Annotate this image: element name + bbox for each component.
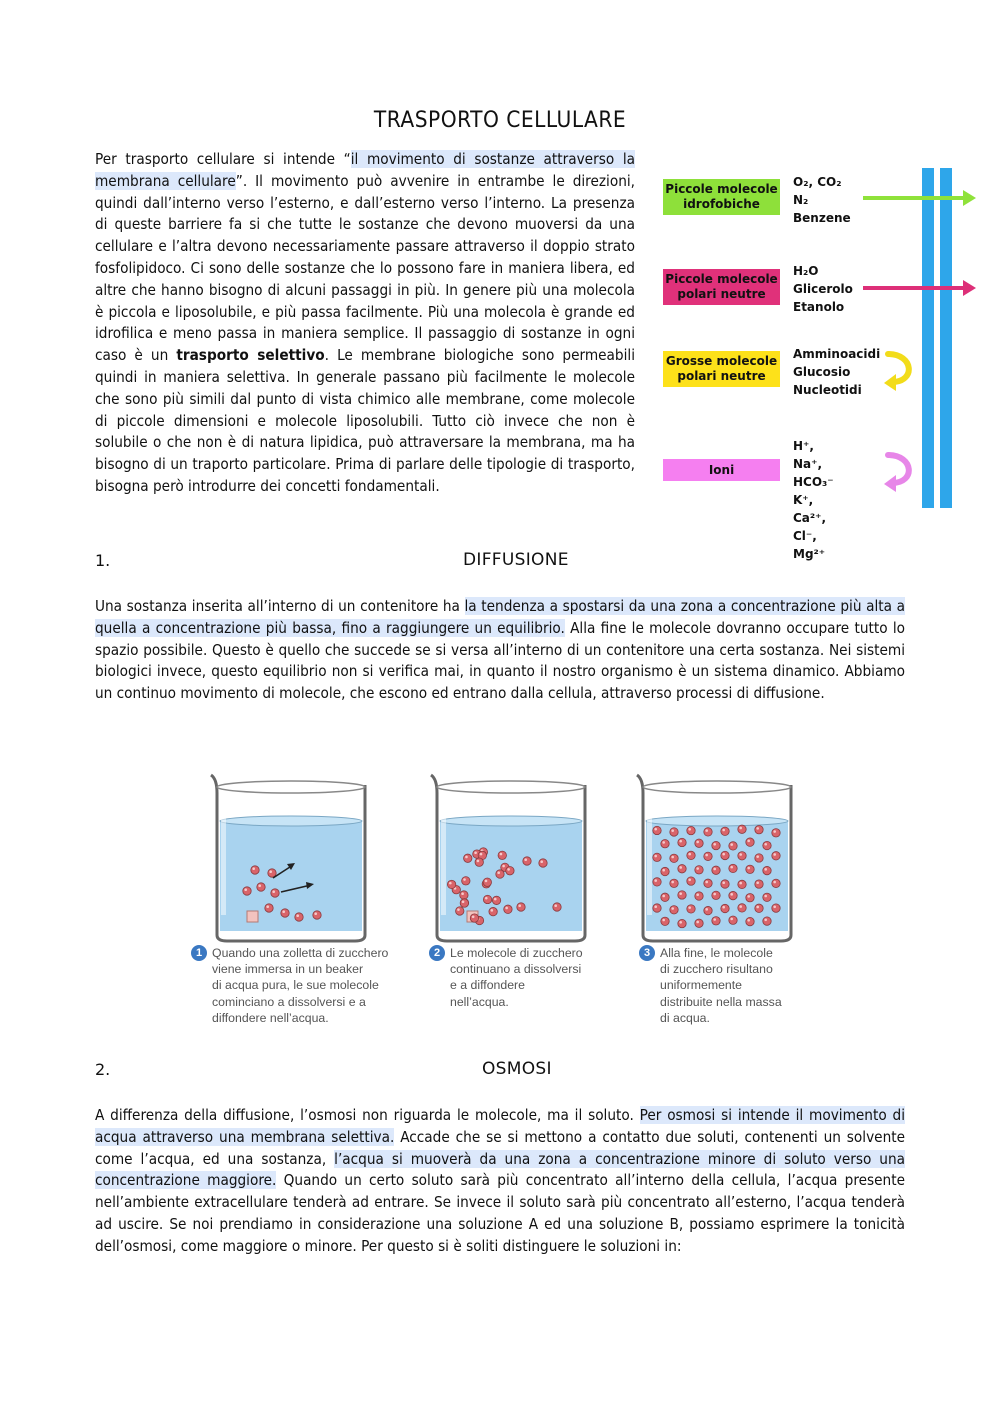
molecule-shine <box>679 892 682 895</box>
molecule-shine <box>662 869 665 872</box>
curved-arrowhead-3 <box>884 475 896 492</box>
molecule-shine <box>773 830 776 833</box>
molecule-shine <box>688 828 691 831</box>
osmosis-paragraph <box>95 1105 905 1258</box>
caption-2-number: 2 <box>429 945 445 961</box>
glass-reflection-2 <box>441 795 446 915</box>
arrowhead-1 <box>963 280 976 296</box>
sugar-cube-1 <box>247 911 258 922</box>
molecule-shine <box>671 881 674 884</box>
molecule-shine <box>773 881 776 884</box>
beaker-rim-2 <box>437 781 585 793</box>
sugar-molecule <box>772 852 780 860</box>
molecules-hydrophobic: O₂, CO₂ N₂ Benzene <box>793 175 851 225</box>
molecule-shine <box>671 856 674 859</box>
sugar-molecule <box>755 880 763 888</box>
sugar-molecule <box>661 839 669 847</box>
molecule-shine <box>465 856 468 859</box>
section-1-title: DIFFUSIONE <box>463 550 569 570</box>
molecule-shine <box>739 882 742 885</box>
molecule-shine <box>502 865 505 868</box>
molecule-shine <box>654 879 657 882</box>
molecule-shine <box>654 905 657 908</box>
molecule-shine <box>461 892 464 895</box>
molecule-shine <box>739 853 742 856</box>
molecule-shine <box>764 868 767 871</box>
sugar-molecule <box>746 838 754 846</box>
caption-1-text: Quando una zolletta di zucchero viene immersa in un beaker di acqua pura, le sue molecole cominciano a dissolversi e a diffondere nell’acqua. <box>212 946 389 1025</box>
molecule-shine <box>497 871 500 874</box>
molecule-shine <box>747 895 750 898</box>
sugar-molecule <box>670 854 678 862</box>
sugar-molecule <box>271 889 279 897</box>
sugar-molecule <box>483 878 491 886</box>
sugar-molecule <box>670 828 678 836</box>
sugar-molecule <box>712 841 720 849</box>
molecule-shine <box>747 919 750 922</box>
page-title: TRASPORTO CELLULARE <box>373 108 627 133</box>
beaker-3 <box>637 775 791 941</box>
sugar-molecule <box>653 853 661 861</box>
sugar-molecule <box>653 826 661 834</box>
molecule-shine <box>756 855 759 858</box>
molecule-shine <box>472 915 475 918</box>
sugar-molecule <box>729 842 737 850</box>
sugar-molecule <box>496 870 504 878</box>
beaker-2 <box>431 775 585 941</box>
molecule-shine <box>662 841 665 844</box>
sugar-molecule <box>251 866 259 874</box>
molecule-shine <box>688 853 691 856</box>
molecule-shine <box>679 840 682 843</box>
arrows-layer <box>863 190 976 492</box>
beaker-rim-3 <box>643 781 791 793</box>
molecule-shine <box>764 918 767 921</box>
glass-reflection-1 <box>221 795 226 915</box>
molecule-shine <box>705 908 708 911</box>
sugar-molecule <box>763 893 771 901</box>
sugar-molecule <box>553 903 561 911</box>
sugar-molecule <box>746 917 754 925</box>
sugar-molecule <box>721 851 729 859</box>
sugar-molecule <box>772 879 780 887</box>
sugar-molecule <box>489 907 497 915</box>
sugar-molecule <box>755 825 763 833</box>
sugar-molecule <box>695 866 703 874</box>
sugar-molecule <box>704 828 712 836</box>
molecule-shine <box>730 843 733 846</box>
molecule-shine <box>705 881 708 884</box>
osmosis-highlight-1: Per osmosi si intende il movimento di acqua attraverso una membrana selettiva. <box>95 1106 905 1146</box>
molecule-shine <box>296 914 299 917</box>
intro-text-2: ”. Il movimento può avvenire in entrambe le direzioni, quindi dall’interno verso l’esterno, e dall’esterno verso l’interno. La presenza di queste barriere fa si che tutte le sostanze che devono muoversi da una cellulare e l’altra devono necessariamente passare attraverso il doppio strato fosfolipidoco. Ci sono delle sostanze che lo possono fare in maniera libera, ed altre che hanno bisogno di alcuni passaggi in più. In genere più una molecola è piccola e liposolubile, e più passa facilmente. Più una molecola è grande ed idrofilica e meno passa in maniera semplice. Il passaggio di sostanze in ogni caso è un <box>95 171 635 365</box>
molecule-shine <box>314 912 317 915</box>
molecule-shine <box>696 867 699 870</box>
molecule-shine <box>705 854 708 857</box>
sugar-molecule <box>687 877 695 885</box>
sugar-molecule <box>470 914 478 922</box>
sugar-molecule <box>746 865 754 873</box>
molecule-shine <box>713 868 716 871</box>
intro-text-3: . Le membrane biologiche sono permeabili quindi in maniera selettiva. In generale passano più facilmente le molecole che sono più simili dal punto di vista chimico alle membrane, come molecole di piccole dimensioni e molecole liposolubili. Tutto ciò invece che non è solubile o che non è di natura lipidica, può attraversare la membrana, ma ha bisogno di un traporto particolare. Prima di parlare delle tipologie di trasporto, bisogna però introdurre dei concetti fondamentali. <box>95 346 635 495</box>
molecule-shine <box>518 904 521 907</box>
molecule-shine <box>739 827 742 830</box>
sugar-molecule <box>460 899 468 907</box>
sugar-molecule <box>695 839 703 847</box>
molecule-shine <box>679 866 682 869</box>
sugar-molecule <box>687 826 695 834</box>
sugar-molecule <box>281 909 289 917</box>
sugar-molecule <box>738 825 746 833</box>
molecule-shine <box>713 893 716 896</box>
sugar-molecule <box>755 854 763 862</box>
sugar-molecule <box>447 880 455 888</box>
molecule-shine <box>730 866 733 869</box>
osmosis-highlight-2: l’acqua si muoverà da una zona a concentrazione minore di soluto verso una concentrazione maggiore. <box>95 1149 905 1190</box>
beaker-water-3 <box>646 821 788 931</box>
molecule-shine <box>258 884 261 887</box>
sugar-molecule <box>483 895 491 903</box>
sugar-molecule <box>712 917 720 925</box>
sugar-molecule <box>695 919 703 927</box>
water-surface-2 <box>440 816 582 826</box>
molecule-shine <box>449 882 452 885</box>
sugar-molecule <box>712 891 720 899</box>
category-label-hydrophobic: Piccole molecole idrofobiche <box>663 179 780 215</box>
sugar-molecule <box>678 891 686 899</box>
intro-text-1: Per trasporto cellulare si intende “ <box>95 150 351 168</box>
curved-arrowhead-2 <box>884 374 896 391</box>
molecule-shine <box>688 906 691 909</box>
molecule-shine <box>722 853 725 856</box>
sugar-molecule <box>721 827 729 835</box>
sugar-molecule <box>517 903 525 911</box>
sugar-molecule <box>661 917 669 925</box>
sugar-molecule <box>721 880 729 888</box>
molecule-shine <box>679 921 682 924</box>
molecule-shine <box>696 893 699 896</box>
molecule-shine <box>730 918 733 921</box>
molecule-shine <box>654 855 657 858</box>
sugar-molecule <box>257 883 265 891</box>
molecule-shine <box>722 829 725 832</box>
sugar-molecule <box>456 907 464 915</box>
sugar-molecule <box>704 852 712 860</box>
molecule-shine <box>713 918 716 921</box>
molecule-shine <box>739 905 742 908</box>
molecule-shine <box>747 840 750 843</box>
molecule-shine <box>688 878 691 881</box>
sugar-molecule <box>539 859 547 867</box>
sugar-molecule <box>704 879 712 887</box>
category-label-polar-small: Piccole molecole polari neutre <box>663 269 780 305</box>
molecule-shine <box>773 906 776 909</box>
sugar-molecule <box>721 904 729 912</box>
water-surface-1 <box>220 816 362 826</box>
molecule-shine <box>457 908 460 911</box>
molecule-shine <box>480 853 483 856</box>
molecules-polar-small: H₂O Glicerolo Etanolo <box>793 264 853 314</box>
water-surface-3 <box>646 816 788 826</box>
diffusion-beakers-figure <box>185 765 815 1035</box>
sugar-molecule <box>678 865 686 873</box>
section-1-number: 1. <box>95 551 111 570</box>
intro-highlight: il movimento di sostanze attraverso la membrana cellulare <box>95 150 635 190</box>
sugar-molecule <box>504 905 512 913</box>
sugar-molecule <box>661 867 669 875</box>
diffusion-text-1: Una sostanza inserita all’interno di un contenitore ha <box>95 597 465 615</box>
section-2-number: 2. <box>95 1060 111 1079</box>
diffusion-paragraph <box>95 596 905 705</box>
molecule-shine <box>540 860 543 863</box>
molecule-shine <box>282 910 285 913</box>
molecule-shine <box>671 907 674 910</box>
molecule-shine <box>713 843 716 846</box>
molecule-shine <box>662 895 665 898</box>
molecule-shine <box>764 843 767 846</box>
osmosis-text-3: Quando un certo soluto sarà più concentrato all’interno della cellula, l’acqua presente nell’ambiente extracellulare tenderà ad entrare. Se invece il soluto sarà più concentrato all’esterno, l’acqua tenderà ad uscire. Se noi prendiamo in considerazione una soluzione A ed una soluzione B, possiamo esprimere la tonicità dell’osmosi, come maggiore o minore. Per questo si è soliti distinguere le soluzioni in: <box>95 1171 905 1255</box>
sugar-molecule <box>523 857 531 865</box>
sugar-molecule <box>506 867 514 875</box>
molecule-shine <box>462 900 465 903</box>
molecule-shine <box>747 867 750 870</box>
sugar-molecule <box>695 892 703 900</box>
molecule-shine <box>463 878 466 881</box>
molecule-shine <box>722 906 725 909</box>
sugar-molecule <box>772 829 780 837</box>
molecule-shine <box>654 828 657 831</box>
intro-paragraph <box>95 149 635 498</box>
caption-1-number: 1 <box>191 945 207 961</box>
molecule-shine <box>244 888 247 891</box>
sugar-molecule <box>670 906 678 914</box>
molecule-shine <box>269 870 272 873</box>
sugar-molecule <box>661 893 669 901</box>
membrane-layer-left <box>922 168 934 508</box>
arrowhead-0 <box>963 190 976 206</box>
beaker-layer <box>211 775 791 941</box>
molecule-shine <box>474 851 477 854</box>
molecule-shine <box>756 881 759 884</box>
sugar-molecule <box>475 858 483 866</box>
sugar-molecule <box>653 904 661 912</box>
sugar-molecule <box>492 896 500 904</box>
category-label-polar-large: Grosse molecole polari neutre <box>663 351 780 387</box>
caption-2-text: Le molecole di zucchero continuano a dissolversi e a diffondere nell’acqua. <box>450 946 583 1009</box>
sugar-molecule <box>729 916 737 924</box>
section-2-title: OSMOSI <box>482 1059 552 1079</box>
sugar-molecule <box>678 919 686 927</box>
membrane-layer-right <box>940 168 952 508</box>
glass-reflection-3 <box>647 795 652 915</box>
molecule-shine <box>266 905 269 908</box>
sugar-molecule <box>746 893 754 901</box>
sugar-molecule <box>653 878 661 886</box>
sugar-molecule <box>738 852 746 860</box>
molecules-polar-large: Amminoacidi Glucosio Nucleotidi <box>793 347 881 397</box>
beaker-rim-1 <box>217 781 365 793</box>
sugar-molecule <box>763 866 771 874</box>
molecule-shine <box>764 895 767 898</box>
beaker-water-1 <box>220 821 362 931</box>
molecule-shine <box>507 868 510 871</box>
sugar-molecule <box>687 851 695 859</box>
molecule-shine <box>485 897 488 900</box>
diffusion-text-2: Alla fine le molecole dovranno occupare tutto lo spazio possibile. Questo è quello che succede se si versa all’interno di un contenitore una certa sostanza. Nei sistemi biologici invece, questo equilibrio non si verifica mai, in quanto il nostro organismo è un sistema dinamico. Abbiamo un continuo movimento di molecole, che escono ed entrano dalla cellula, attraverso processi di diffusione. <box>95 618 905 703</box>
caption-3-text: Alla fine, le molecole di zucchero risultano uniformemente distribuite nella massa di acqua. <box>660 946 782 1025</box>
beaker-1 <box>211 775 365 941</box>
sugar-molecule <box>687 905 695 913</box>
sugar-molecule <box>670 879 678 887</box>
sugar-molecule <box>763 917 771 925</box>
sugar-molecule <box>265 904 273 912</box>
molecule-shine <box>705 829 708 832</box>
molecule-shine <box>730 893 733 896</box>
sugar-molecule <box>729 891 737 899</box>
molecule-shine <box>756 827 759 830</box>
molecule-shine <box>773 853 776 856</box>
molecules-ions: H⁺, Na⁺, HCO₃⁻ K⁺, Ca²⁺, Cl⁻, Mg²⁺ <box>793 439 834 561</box>
sugar-molecule <box>313 911 321 919</box>
molecule-shine <box>477 860 480 863</box>
sugar-molecule <box>462 877 470 885</box>
molecule-shine <box>554 904 557 907</box>
molecule-shine <box>485 880 488 883</box>
sugar-molecule <box>755 904 763 912</box>
molecule-shine <box>500 853 503 856</box>
sugar-molecule <box>763 841 771 849</box>
sugar-molecule <box>460 891 468 899</box>
molecule-shine <box>696 841 699 844</box>
sugar-molecule <box>464 854 472 862</box>
sugar-molecule <box>678 838 686 846</box>
sugar-molecule <box>738 904 746 912</box>
molecule-shine <box>524 858 527 861</box>
osmosis-text-2: Accade che se si mettono a contatto due soluti, contenenti un solvente come l’acqua, ed una sostanza, <box>95 1127 906 1168</box>
molecule-shine <box>662 919 665 922</box>
diffusion-highlight: la tendenza a spostarsi da una zona a concentrazione più alta a quella a concentrazione più bassa, fino a raggiungere un equilibrio. <box>95 597 905 637</box>
molecule-shine <box>491 909 494 912</box>
molecule-shine <box>756 906 759 909</box>
sugar-molecule <box>772 904 780 912</box>
caption-3-number: 3 <box>639 945 655 961</box>
molecule-shine <box>671 829 674 832</box>
molecule-shine <box>505 907 508 910</box>
sugar-molecule <box>295 913 303 921</box>
molecule-shine <box>272 890 275 893</box>
membrane-permeability-figure <box>660 163 978 561</box>
molecule-shine <box>252 867 255 870</box>
sugar-molecule <box>704 906 712 914</box>
sugar-molecule <box>498 851 506 859</box>
sugar-molecule <box>738 880 746 888</box>
molecule-shine <box>696 921 699 924</box>
sugar-molecule <box>712 866 720 874</box>
molecule-shine <box>722 881 725 884</box>
sugar-molecule <box>243 887 251 895</box>
sugar-molecule <box>729 864 737 872</box>
category-label-ions: Ioni <box>663 459 780 481</box>
intro-bold: trasporto selettivo <box>176 346 325 365</box>
molecule-shine <box>494 898 497 901</box>
osmosis-text-1: A differenza della diffusione, l’osmosi non riguarda le molecole, ma il soluto. <box>95 1106 640 1124</box>
